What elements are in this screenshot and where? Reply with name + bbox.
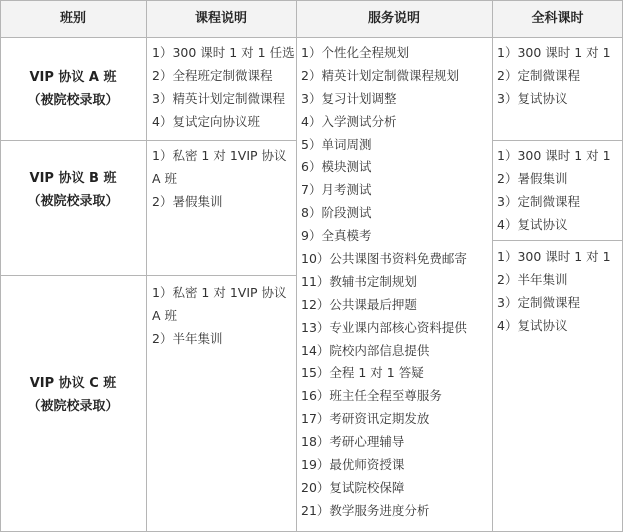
grid-line [0, 140, 296, 141]
class-note: （被院校录取） [27, 93, 119, 108]
class-a-cell [0, 66, 146, 112]
list-item: 4）入学测试分析 [301, 113, 397, 129]
list-item: 5）单词周测 [301, 136, 372, 152]
list-item: 1）私密 1 对 1VIP 协议 A 班 [152, 285, 287, 323]
list-item: 1）300 课时 1 对 1 任选 [152, 45, 295, 60]
list-item: 1）300 课时 1 对 1 [497, 45, 611, 60]
list-item: 2）半年集训 [497, 271, 568, 287]
header-hours: 全科课时 [531, 11, 584, 26]
list-item: 2）全程班定制微课程 [152, 67, 273, 83]
list-item: 2）半年集训 [152, 330, 223, 346]
class-name: VIP 协议 C 班 [29, 376, 117, 391]
list-item: 1）个性化全程规划 [301, 45, 409, 60]
list-item: 6）模块测试 [301, 159, 372, 175]
list-item: 18）考研心理辅导 [301, 434, 405, 450]
list-item: 2）定制微课程 [497, 67, 580, 83]
grid-line [492, 0, 493, 532]
list-item: 7）月考测试 [301, 182, 372, 198]
list-item: 3）复习计划调整 [301, 90, 397, 106]
class-name: VIP 协议 A 班 [29, 70, 117, 85]
list-item: 3）定制微课程 [497, 193, 580, 209]
list-item: 14）院校内部信息提供 [301, 342, 430, 358]
list-item: 3）定制微课程 [497, 294, 580, 310]
list-item: 12）公共课最后押题 [301, 296, 417, 312]
class-c-cell [0, 372, 146, 418]
course-list-c [152, 282, 292, 351]
list-item: 1）300 课时 1 对 1 [497, 148, 611, 163]
course-list-b [152, 145, 292, 214]
class-name: VIP 协议 B 班 [29, 171, 117, 186]
list-item: 15）全程 1 对 1 答疑 [301, 365, 424, 381]
header-service: 服务说明 [367, 11, 420, 26]
course-list-a [152, 42, 295, 134]
grid-line [0, 37, 623, 38]
list-item: 3）复试协议 [497, 90, 568, 106]
class-note: （被院校录取） [27, 399, 119, 414]
list-item: 2）暑假集训 [152, 193, 223, 209]
hours-list-a [497, 42, 611, 111]
list-item: 4）复试协议 [497, 216, 568, 232]
list-item: 10）公共课图书资料免费邮寄 [301, 251, 467, 267]
list-item: 2）精英计划定制微课程规划 [301, 67, 459, 83]
list-item: 19）最优师资授课 [301, 457, 405, 473]
hours-list-b [497, 145, 611, 237]
list-item: 9）全真模考 [301, 228, 372, 244]
grid-line [492, 140, 623, 141]
grid-line [0, 0, 623, 1]
class-note: （被院校录取） [27, 194, 119, 209]
list-item: 16）班主任全程至尊服务 [301, 388, 442, 404]
list-item: 20）复试院校保障 [301, 479, 405, 495]
list-item: 1）私密 1 对 1VIP 协议 A 班 [152, 148, 287, 186]
class-b-cell [0, 167, 146, 213]
list-item: 4）复试协议 [497, 317, 568, 333]
list-item: 2）暑假集训 [497, 170, 568, 186]
hours-list-c [497, 246, 611, 338]
list-item: 8）阶段测试 [301, 205, 372, 221]
grid-line [296, 0, 297, 532]
list-item: 21）教学服务进度分析 [301, 502, 430, 518]
list-item: 3）精英计划定制微课程 [152, 90, 285, 106]
grid-line [0, 275, 296, 276]
list-item: 17）考研资讯定期发放 [301, 411, 430, 427]
grid-line [146, 0, 147, 532]
list-item: 1）300 课时 1 对 1 [497, 249, 611, 264]
list-item: 13）专业课内部核心资料提供 [301, 319, 467, 335]
grid-line [492, 240, 623, 241]
list-item: 11）教辅书定制规划 [301, 273, 417, 289]
service-list [301, 42, 467, 523]
header-course: 课程说明 [194, 11, 247, 26]
header-class: 班别 [59, 11, 86, 26]
list-item: 4）复试定向协议班 [152, 113, 260, 129]
